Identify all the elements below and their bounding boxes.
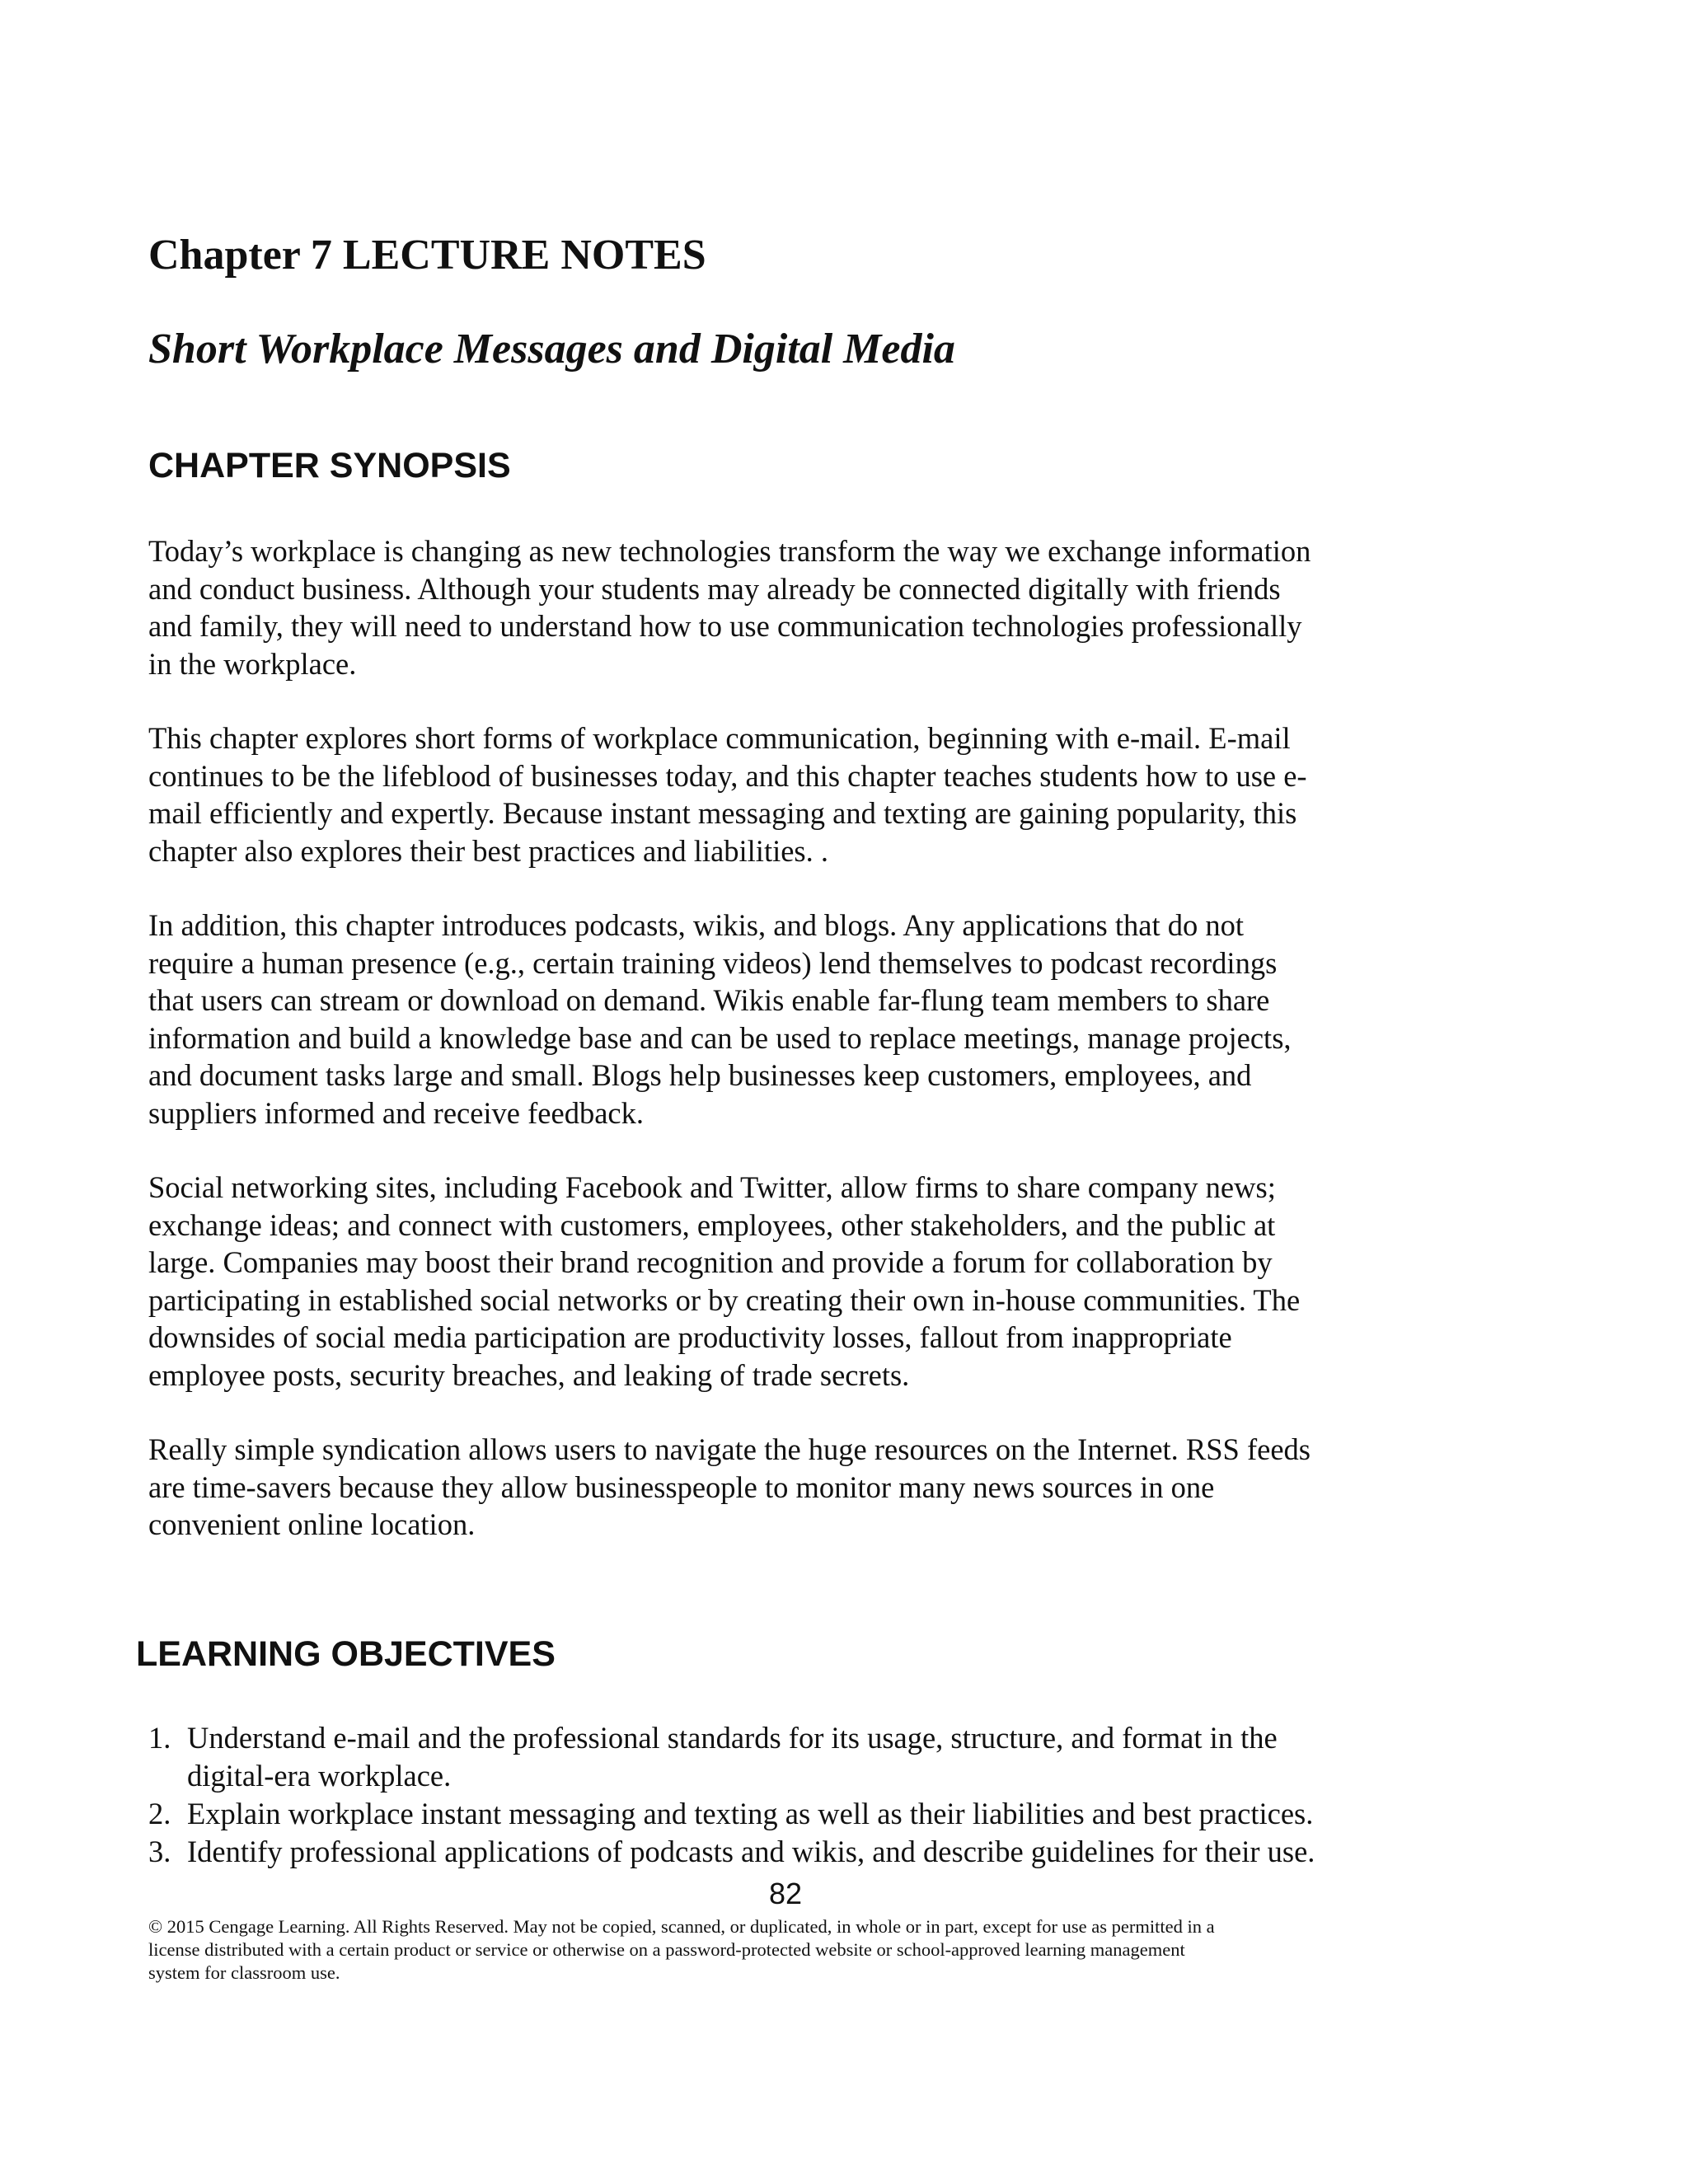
objectives-heading: LEARNING OBJECTIVES [136,1634,556,1674]
footer-line: system for classroom use. [148,1962,340,1983]
text-line: mail efficiently and expertly. Because instant messaging and texting are gaining popularity, this [148,796,1297,830]
objective-item [148,1795,1467,1833]
synopsis-paragraph [148,532,1434,682]
text-line: large. Companies may boost their brand recognition and provide a forum for collaboration by [148,1245,1273,1279]
objectives-list [148,1719,1467,1871]
text-line: In addition, this chapter introduces podcasts, wikis, and blogs. Any applications that do not [148,908,1245,942]
objective-number: 1. [148,1721,171,1755]
objective-number: 2. [148,1797,171,1830]
text-line: Explain workplace instant messaging and texting as well as their liabilities and best practices. [187,1797,1314,1830]
text-line: require a human presence (e.g., certain training videos) lend themselves to podcast recordings [148,945,1278,980]
synopsis-heading: CHAPTER SYNOPSIS [148,446,511,485]
text-line: and family, they will need to understand how to use communication technologies professionally [148,609,1302,643]
objective-number: 3. [148,1835,171,1868]
chapter-subtitle: Short Workplace Messages and Digital Media [148,326,955,373]
text-line: information and build a knowledge base and can be used to replace meetings, manage projects, [148,1020,1292,1055]
footer-line: © 2015 Cengage Learning. All Rights Reserved. May not be copied, scanned, or duplicated, in whole or in part, except for use as permitted in a [148,1916,1215,1937]
footer-line: license distributed with a certain product or service or otherwise on a password-protected website or school-approved learning management [148,1939,1185,1960]
text-line: chapter also explores their best practices and liabilities. . [148,833,829,868]
synopsis-paragraph [148,1431,1434,1544]
text-line: participating in established social networks or by creating their own in-house communities. The [148,1282,1301,1317]
text-line: exchange ideas; and connect with customers, employees, other stakeholders, and the public at [148,1207,1276,1242]
text-line: suppliers informed and receive feedback. [148,1095,644,1130]
text-line: Really simple syndication allows users to navigate the huge resources on the Internet. RSS feeds [148,1432,1311,1466]
text-line: digital-era workplace. [187,1759,452,1793]
text-line: in the workplace. [148,646,357,681]
synopsis-paragraph [148,907,1434,1132]
synopsis-body [148,532,1434,1581]
chapter-title: Chapter 7 LECTURE NOTES [148,232,706,279]
text-line: This chapter explores short forms of workplace communication, beginning with e-mail. E-mail [148,721,1291,755]
text-line: downsides of social media participation are productivity losses, fallout from inappropriate [148,1320,1232,1354]
synopsis-paragraph [148,719,1434,869]
text-line: convenient online location. [148,1507,476,1541]
text-line: Understand e-mail and the professional standards for its usage, structure, and format in the [187,1721,1278,1755]
text-line: Identify professional applications of podcasts and wikis, and describe guidelines for their use. [187,1835,1315,1868]
copyright-footer [148,1915,1434,1985]
page-number: 82 [768,1877,803,1910]
synopsis-paragraph [148,1169,1434,1394]
text-line: are time-savers because they allow businesspeople to monitor many news sources in one [148,1469,1215,1504]
objective-item [148,1833,1467,1871]
text-line: and document tasks large and small. Blogs help businesses keep customers, employees, and [148,1058,1252,1092]
objective-item [148,1719,1467,1795]
text-line: continues to be the lifeblood of businesses today, and this chapter teaches students how to use e- [148,758,1307,793]
text-line: Social networking sites, including Facebook and Twitter, allow firms to share company news; [148,1170,1276,1204]
text-line: employee posts, security breaches, and leaking of trade secrets. [148,1357,910,1392]
text-line: that users can stream or download on demand. Wikis enable far-flung team members to share [148,983,1270,1017]
text-line: Today’s workplace is changing as new technologies transform the way we exchange information [148,534,1311,568]
text-line: and conduct business. Although your students may already be connected digitally with friends [148,571,1281,606]
